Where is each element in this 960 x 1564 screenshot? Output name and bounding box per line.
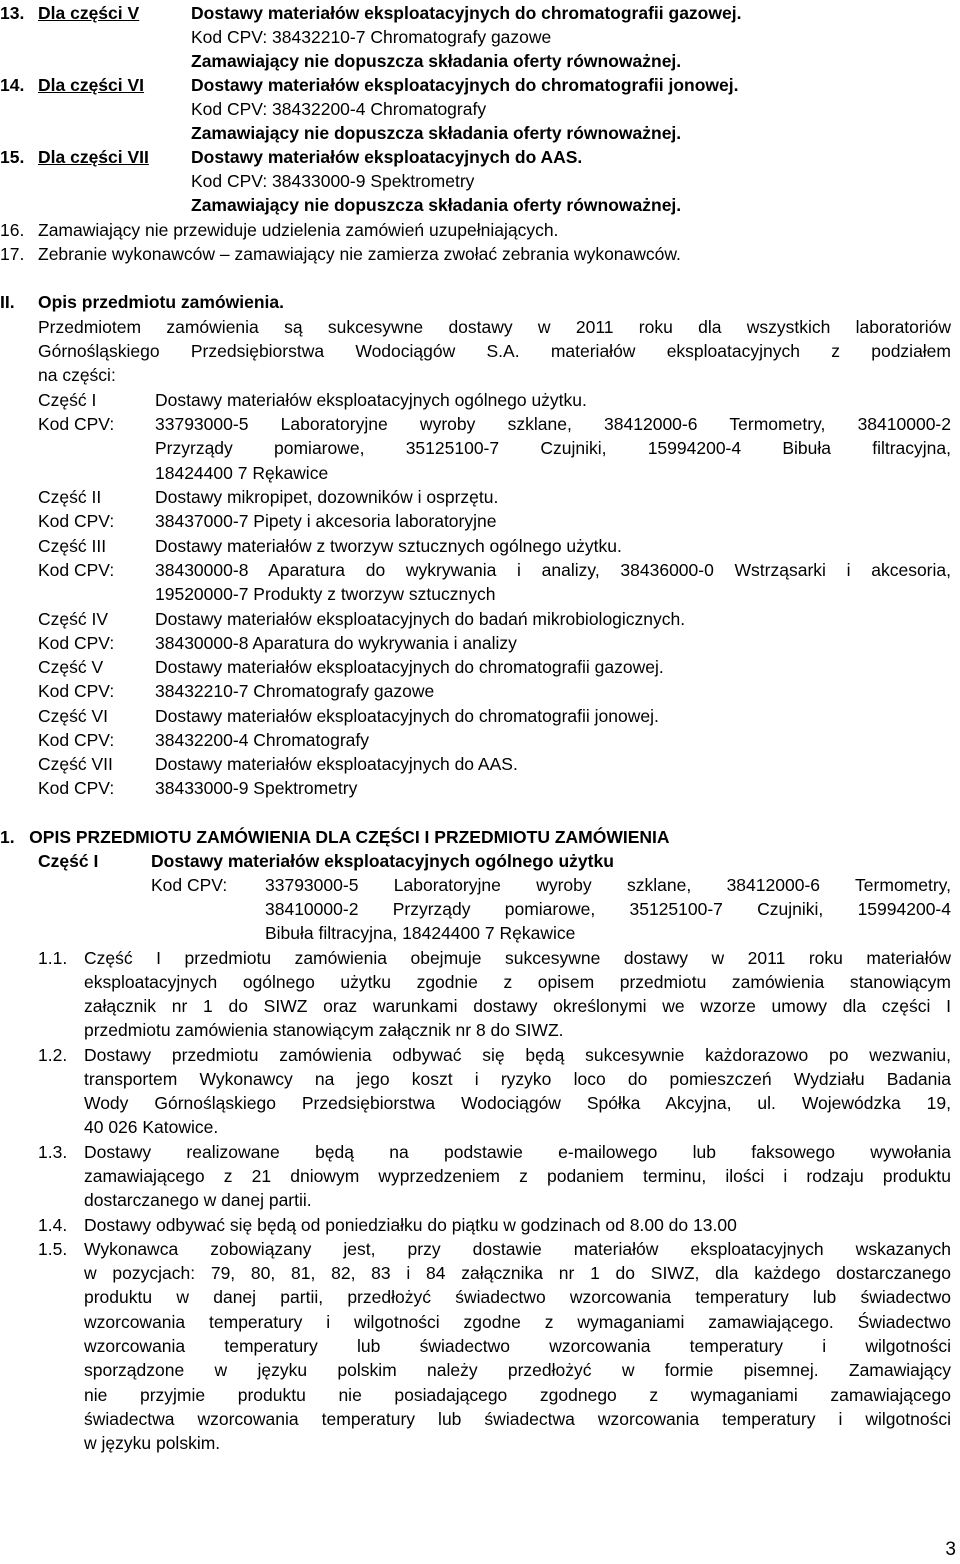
part-label: Część II: [38, 487, 102, 507]
paragraph-line: Dostawy odbywać się będą od poniedziałku do piątku w godzinach od 8.00 do 13.00: [84, 1215, 737, 1235]
part-label: Część VII: [38, 754, 113, 774]
part-description: Dostawy materiałów eksploatacyjnych do chromatografii gazowej.: [155, 657, 664, 677]
section-number: II.: [0, 292, 15, 312]
paragraph-number: 1.1.: [38, 948, 68, 968]
paragraph-line: nie przyjmie produktu nie posiadającego zgodnego z wymaganiami zamawiającego: [84, 1385, 951, 1405]
paragraph-line: zamawiającego z 21 dniowym wyprzedzeniem z podaniem terminu, ilości i rodzaju produktu: [84, 1166, 951, 1186]
cpv-code: Kod CPV: 38432200-4 Chromatografy: [191, 99, 487, 119]
cpv-codes: 38437000-7 Pipety i akcesoria laboratoryjne: [155, 511, 497, 531]
cpv-code: Kod CPV: 38433000-9 Spektrometry: [191, 171, 475, 191]
cpv-label: Kod CPV:: [38, 778, 115, 798]
item-note: Zamawiający nie dopuszcza składania oferty równoważnej.: [191, 195, 682, 215]
opis-part-title: Dostawy materiałów eksploatacyjnych ogólnego użytku: [151, 851, 614, 871]
part-label: Część V: [38, 657, 104, 677]
item-number: 15.: [0, 147, 25, 167]
cpv-codes: 38432210-7 Chromatografy gazowe: [155, 681, 435, 701]
item-number: 14.: [0, 75, 25, 95]
part-label: Część VI: [38, 706, 109, 726]
part-reference: Dla części VI: [38, 75, 145, 95]
cpv-code: Kod CPV: 38432210-7 Chromatografy gazowe: [191, 27, 552, 47]
part-description: Dostawy materiałów eksploatacyjnych do badań mikrobiologicznych.: [155, 609, 686, 629]
paragraph-number: 1.5.: [38, 1239, 68, 1259]
paragraph-line: dostarczanego w danej partii.: [84, 1190, 312, 1210]
item-note: Zamawiający nie dopuszcza składania oferty równoważnej.: [191, 123, 682, 143]
paragraph-line: eksploatacyjnych ogólnego użytku zgodnie z opisem przedmiotu zamówienia stanowiącym: [84, 972, 951, 992]
item-title: Dostawy materiałów eksploatacyjnych do chromatografii jonowej.: [191, 75, 739, 95]
cpv-label: Kod CPV:: [38, 730, 115, 750]
cpv-label: Kod CPV:: [38, 633, 115, 653]
paragraph-line: Część I przedmiotu zamówienia obejmuje sukcesywne dostawy w 2011 roku materiałów: [84, 948, 951, 968]
item-number: 16.: [0, 220, 25, 240]
paragraph-line: załącznik nr 1 do SIWZ oraz warunkami dostawy określonymi we wzorze umowy dla części I: [84, 996, 951, 1016]
cpv-codes: 33793000-5 Laboratoryjne wyroby szklane, 38412000-6 Termometry, 38410000-2: [155, 414, 951, 434]
page-number: 3: [945, 1539, 956, 1560]
cpv-codes: 38430000-8 Aparatura do wykrywania i analizy, 38436000-0 Wstrząsarki i akcesoria,: [155, 560, 951, 580]
intro-line: na części:: [38, 365, 116, 385]
paragraph-line: 40 026 Katowice.: [84, 1117, 219, 1137]
item-text: Zebranie wykonawców – zamawiający nie zamierza zwołać zebrania wykonawców.: [38, 244, 681, 264]
section-title: Opis przedmiotu zamówienia.: [38, 292, 285, 312]
part-description: Dostawy materiałów eksploatacyjnych do AAS.: [155, 754, 518, 774]
cpv-codes: 38433000-9 Spektrometry: [155, 778, 358, 798]
paragraph-line: w języku polskim.: [84, 1433, 221, 1453]
paragraph-line: produktu w danej partii, przedłożyć świadectwo wzorcowania temperatury lub świadectwo: [84, 1287, 951, 1307]
part-label: Część IV: [38, 609, 109, 629]
paragraph-line: transportem Wykonawcy na jego koszt i ryzyko loco do pomieszczeń Wydziału Badania: [84, 1069, 951, 1089]
cpv-codes: 38432200-4 Chromatografy: [155, 730, 370, 750]
part-description: Dostawy mikropipet, dozowników i osprzętu.: [155, 487, 499, 507]
cpv-label: Kod CPV:: [38, 511, 115, 531]
paragraph-line: Wykonawca zobowiązany jest, przy dostawie materiałów eksploatacyjnych wskazanych: [84, 1239, 951, 1259]
cpv-label: Kod CPV:: [151, 875, 228, 895]
paragraph-line: sporządzone w języku polskim należy przedłożyć w formie pisemnej. Zamawiający: [84, 1360, 951, 1380]
item-title: Dostawy materiałów eksploatacyjnych do chromatografii gazowej.: [191, 3, 742, 23]
paragraph-number: 1.3.: [38, 1142, 68, 1162]
item-text: Zamawiający nie przewiduje udzielenia zamówień uzupełniających.: [38, 220, 559, 240]
cpv-codes: 33793000-5 Laboratoryjne wyroby szklane, 38412000-6 Termometry,: [265, 875, 951, 895]
paragraph-line: Dostawy realizowane będą na podstawie e-mailowego lub faksowego wywołania: [84, 1142, 951, 1162]
cpv-label: Kod CPV:: [38, 414, 115, 434]
item-number: 13.: [0, 3, 25, 23]
opis-heading: 1. OPIS PRZEDMIOTU ZAMÓWIENIA DLA CZĘŚCI I PRZEDMIOTU ZAMÓWIENIA: [0, 827, 670, 847]
paragraph-line: Wody Górnośląskiego Przedsiębiorstwa Wodociągów Spółka Akcyjna, ul. Wojewódzka 19,: [84, 1093, 951, 1113]
intro-line: Przedmiotem zamówienia są sukcesywne dostawy w 2011 roku dla wszystkich laboratoriów: [38, 317, 951, 337]
paragraph-number: 1.4.: [38, 1215, 68, 1235]
part-label: Część I: [38, 390, 97, 410]
part-description: Dostawy materiałów z tworzyw sztucznych ogólnego użytku.: [155, 536, 622, 556]
paragraph-number: 1.2.: [38, 1045, 68, 1065]
cpv-codes: Przyrządy pomiarowe, 35125100-7 Czujniki, 15994200-4 Bibuła filtracyjna,: [155, 438, 951, 458]
paragraph-line: przedmiotu zamówienia stanowiącym załącznik nr 8 do SIWZ.: [84, 1020, 564, 1040]
item-number: 17.: [0, 244, 25, 264]
part-description: Dostawy materiałów eksploatacyjnych do chromatografii jonowej.: [155, 706, 659, 726]
part-reference: Dla części VII: [38, 147, 149, 167]
part-description: Dostawy materiałów eksploatacyjnych ogólnego użytku.: [155, 390, 587, 410]
cpv-codes: 19520000-7 Produkty z tworzyw sztucznych: [155, 584, 496, 604]
item-title: Dostawy materiałów eksploatacyjnych do AAS.: [191, 147, 583, 167]
paragraph-line: świadectwa wzorcowania temperatury lub świadectwa wzorcowania temperatury i wilgotności: [84, 1409, 951, 1429]
intro-line: Górnośląskiego Przedsiębiorstwa Wodociągów S.A. materiałów eksploatacyjnych z podziałem: [38, 341, 951, 361]
cpv-codes: 38410000-2 Przyrządy pomiarowe, 35125100-7 Czujniki, 15994200-4: [265, 899, 951, 919]
cpv-codes: Bibuła filtracyjna, 18424400 7 Rękawice: [265, 923, 576, 943]
paragraph-line: wzorcowania temperatury lub świadectwo wzorcowania temperatury i wilgotności: [84, 1336, 951, 1356]
cpv-label: Kod CPV:: [38, 681, 115, 701]
cpv-codes: 18424400 7 Rękawice: [155, 463, 329, 483]
item-note: Zamawiający nie dopuszcza składania oferty równoważnej.: [191, 51, 682, 71]
cpv-label: Kod CPV:: [38, 560, 115, 580]
paragraph-line: w pozycjach: 79, 80, 81, 82, 83 i 84 załącznika nr 1 do SIWZ, dla każdego dostarczanego: [84, 1263, 951, 1283]
part-label: Część III: [38, 536, 107, 556]
paragraph-line: wzorcowania temperatury i wilgotności zgodne z wymaganiami zamawiającego. Świadectwo: [84, 1312, 951, 1332]
part-reference: Dla części V: [38, 3, 140, 23]
cpv-codes: 38430000-8 Aparatura do wykrywania i analizy: [155, 633, 517, 653]
paragraph-line: Dostawy przedmiotu zamówienia odbywać się będą sukcesywnie każdorazowo po wezwaniu,: [84, 1045, 951, 1065]
opis-part-label: Część I: [38, 851, 99, 871]
